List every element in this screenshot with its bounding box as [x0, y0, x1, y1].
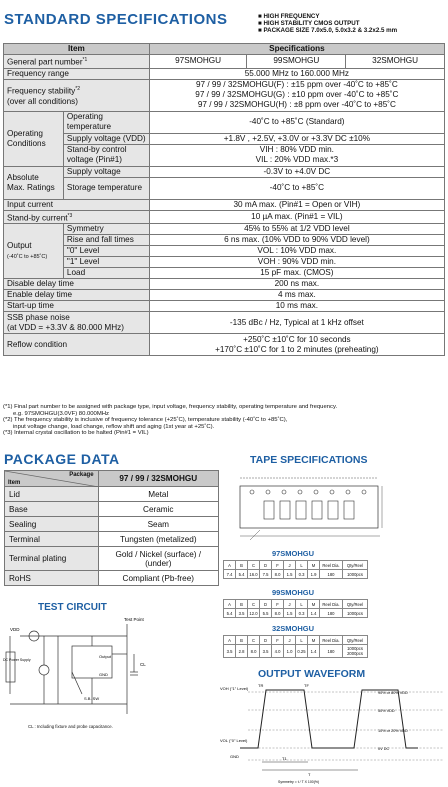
row-value: Gold / Nickel (surface) / (under)	[98, 547, 218, 571]
row-key: Base	[5, 502, 99, 517]
sb-current-value: 10 µA max. (Pin#1 = VIL)	[149, 210, 444, 224]
gnd-label: GND	[230, 754, 239, 759]
table-row	[4, 199, 445, 210]
table-row	[5, 547, 219, 571]
load-value: 15 pF max. (CMOS)	[149, 268, 444, 279]
table-row	[4, 68, 445, 79]
startup-value: 10 ms max.	[149, 301, 444, 312]
table-row	[4, 111, 445, 133]
row-value: Compliant (Pb-free)	[98, 571, 218, 586]
row-key: RoHS	[5, 571, 99, 586]
enable-label: Enable delay time	[4, 290, 150, 301]
table-row	[5, 517, 219, 532]
tape-table-99	[223, 588, 368, 618]
table-row	[5, 532, 219, 547]
row-value: Tungsten (metalized)	[98, 532, 218, 547]
ssb-label: SSB phase noise (at VDD = +3.3V & 80.000 MHz)	[4, 312, 150, 334]
footnote: (*3) Internal crystal oscillation to be halted (Pin#1 = VIL)	[3, 430, 149, 437]
zero-value: VOL : 10% VDD max.	[149, 246, 444, 257]
stab-label: Frequency stability$^{*2}$ (over all conditions)	[4, 79, 150, 111]
tape-header-row: A B C D F J L M Reel Dia. Qty/Reel	[224, 561, 368, 570]
part-label: General part number$^{*1}$	[4, 55, 150, 69]
rise-value: 6 ns max. (10% VDD to 90% VDD level)	[149, 235, 444, 246]
table-row	[4, 312, 445, 334]
sym-value: 45% to 55% at 1/2 VDD level	[149, 224, 444, 235]
header-item: Item	[8, 480, 21, 486]
p90-label: 90% or 80% VDD	[378, 691, 408, 695]
package-title: PACKAGE DATA	[4, 451, 120, 467]
table-row	[4, 246, 445, 257]
part-99: 99SMOHGU	[247, 55, 346, 69]
tr-label: TR	[258, 683, 264, 688]
tape-table-97	[223, 549, 368, 579]
output-label: Output	[99, 654, 112, 659]
abs-label: Absolute Max. Ratings	[4, 166, 64, 199]
t-label: T	[308, 772, 311, 777]
sym-label: Symmetry	[63, 224, 149, 235]
model-name: 32SMOHGU	[271, 624, 315, 633]
gnd-label: GND	[99, 672, 108, 677]
table-row	[4, 144, 445, 166]
table-row	[5, 571, 219, 586]
table-row	[5, 487, 219, 502]
disable-value: 200 ns max.	[149, 279, 444, 290]
freq-value: 55.000 MHz to 160.000 MHz	[149, 68, 444, 79]
table-row	[4, 166, 445, 177]
part-97: 97SMOHGU	[149, 55, 247, 69]
table-row	[4, 224, 445, 235]
rise-label: Rise and fall times	[63, 235, 149, 246]
waveform-drawing	[218, 680, 445, 785]
storage-label: Storage temperature	[63, 177, 149, 199]
sw-label: S.B. SW	[84, 696, 100, 701]
standby-label: Stand-by control voltage (Pin#1)	[63, 144, 149, 166]
one-label: "1" Level	[63, 257, 149, 268]
test-note: CL : Including fixture and probe capacitance.	[28, 724, 113, 729]
table-row	[4, 79, 445, 111]
test-circuit-title: TEST CIRCUIT	[38, 602, 107, 613]
tape-header-row: A B C D F J L M Reel Dia. Qty/Reel	[224, 636, 368, 645]
row-key: Terminal	[5, 532, 99, 547]
table-row	[4, 55, 445, 69]
feature-item: ■ HIGH STABILITY CMOS OUTPUT	[258, 20, 360, 27]
input-value: 30 mA max. (Pin#1 = Open or VIH)	[149, 199, 444, 210]
part-32: 32SMOHGU	[346, 55, 445, 69]
footnotes	[3, 404, 445, 437]
p10-label: 10% or 20% VDD	[378, 729, 408, 733]
disable-label: Disable delay time	[4, 279, 150, 290]
enable-value: 4 ms max.	[149, 290, 444, 301]
header-value: 97 / 99 / 32SMOHGU	[98, 471, 218, 487]
reflow-value: +250˚C ±10˚C for 10 seconds +170˚C ±10˚C for 1 to 2 minutes (preheating)	[149, 334, 444, 356]
dc-supply-label: DC Power Supply	[3, 658, 31, 662]
standby-value: VIH : 80% VDD min. VIL : 20% VDD max.*3	[149, 144, 444, 166]
row-value: Metal	[98, 487, 218, 502]
row-key: Lid	[5, 487, 99, 502]
row-value: Seam	[98, 517, 218, 532]
package-table	[4, 470, 219, 586]
table-row	[5, 502, 219, 517]
op-label: Operating Conditions	[4, 111, 64, 166]
tape-table-32	[223, 624, 368, 658]
tape-value-row: 7.4 5.4 16.0 7.5 8.0 1.5 0.3 1.9 180 1000pcs	[224, 570, 368, 579]
table-row	[4, 133, 445, 144]
feature-list	[258, 13, 397, 34]
spec-header-row	[4, 44, 445, 55]
model-name: 99SMOHGU	[271, 588, 315, 597]
page-title: STANDARD SPECIFICATIONS	[4, 11, 228, 28]
op-temp-value: -40˚C to +85˚C (Standard)	[149, 111, 444, 133]
table-row	[4, 235, 445, 246]
p0-label: 0V DC	[378, 747, 390, 751]
footnote: (*1) Final part number to be assigned with package type, input voltage, frequency stability, operating temperature and frequency.	[3, 404, 338, 410]
input-label: Input current	[4, 199, 150, 210]
table-row	[4, 334, 445, 356]
zero-label: "0" Level	[63, 246, 149, 257]
vdd-label: VDD	[10, 627, 20, 632]
test-point-label: Test Point	[124, 617, 144, 622]
model-name: 97SMOHGU	[271, 549, 315, 558]
test-circuit-drawing	[2, 614, 170, 724]
cl-label: CL	[140, 662, 146, 667]
stab-values: 97 / 99 / 32SMOHGU(F) : ±15 ppm over -40˚C to +85˚C 97 / 99 / 32SMOHGU(G) : ±10 ppm over -40˚C to +85˚C 97 / 99 / 32SMOHGU(H) : ±8 ppm over -40˚C to +85˚C	[149, 79, 444, 111]
abs-supply-value: -0.3V to +4.0V DC	[149, 166, 444, 177]
table-row	[4, 210, 445, 224]
abs-supply-label: Supply voltage	[63, 166, 149, 177]
row-key: Terminal plating	[5, 547, 99, 571]
startup-label: Start-up time	[4, 301, 150, 312]
row-value: Ceramic	[98, 502, 218, 517]
voh-label: VOH ("1" Level)	[220, 686, 249, 691]
p50-label: 50% VDD	[378, 709, 395, 713]
table-row	[4, 257, 445, 268]
sb-current-label: Stand-by current$^{*3}$	[4, 210, 150, 224]
one-value: VOH : 90% VDD min.	[149, 257, 444, 268]
supply-label: Supply voltage (VDD)	[63, 133, 149, 144]
header-package: Package	[69, 472, 94, 478]
table-row	[4, 177, 445, 199]
feature-item: ■ PACKAGE SIZE 7.0x5.0, 5.0x3.2 & 3.2x2.5 mm	[258, 27, 398, 34]
header-spec: Specifications	[149, 44, 444, 55]
package-header-row	[5, 471, 219, 487]
spec-table	[3, 43, 445, 356]
supply-value: +1.8V , +2.5V, +3.0V or +3.3V DC ±10%	[149, 133, 444, 144]
ssb-value: -135 dBc / Hz, Typical at 1 kHz offset	[149, 312, 444, 334]
footnote: e.g. 97SMOHGU(3.0VF) 80.000MHz	[13, 410, 109, 417]
table-row	[4, 279, 445, 290]
freq-label: Frequency range	[4, 68, 150, 79]
package-header-corner	[5, 471, 99, 487]
footnote: input voltage change, load change, reflow shift and aging (1st year at +25˚C).	[13, 423, 215, 430]
t1-label: T1	[282, 756, 287, 761]
storage-value: -40˚C to +85˚C	[149, 177, 444, 199]
footnote: (*2) The frequency stability is inclusive of frequency tolerance (+25˚C), temperature stability (-40˚C to +85˚C),	[3, 417, 288, 424]
tape-title: TAPE SPECIFICATIONS	[250, 454, 368, 466]
row-key: Sealing	[5, 517, 99, 532]
reflow-label: Reflow condition	[4, 334, 150, 356]
load-label: Load	[63, 268, 149, 279]
symmetry-label: Symmetry = t / T X 100(%)	[278, 780, 320, 784]
tape-drawing	[230, 468, 390, 546]
vol-label: VOL ("0" Level)	[220, 738, 248, 743]
table-row	[4, 301, 445, 312]
tf-label: TF	[304, 683, 309, 688]
tape-value-row: 5.4 3.5 12.0 5.5 8.0 1.5 0.3 1.4 180 1000pcs	[224, 609, 368, 618]
table-row	[4, 290, 445, 301]
header-item: Item	[4, 44, 150, 55]
waveform-title: OUTPUT WAVEFORM	[258, 668, 366, 680]
feature-item: ■ HIGH FREQUENCY	[258, 13, 320, 20]
table-row	[4, 268, 445, 279]
op-temp-label: Operating temperature	[63, 111, 149, 133]
tape-header-row: A B C D F J L M Reel Dia. Qty/Reel	[224, 600, 368, 609]
output-label: Output (-40˚C to +85˚C)	[4, 224, 64, 279]
tape-value-row: 3.5 2.8 8.0 3.5 4.0 1.0 0.25 1.4 180 1000pcs 2000pcs	[224, 645, 368, 658]
